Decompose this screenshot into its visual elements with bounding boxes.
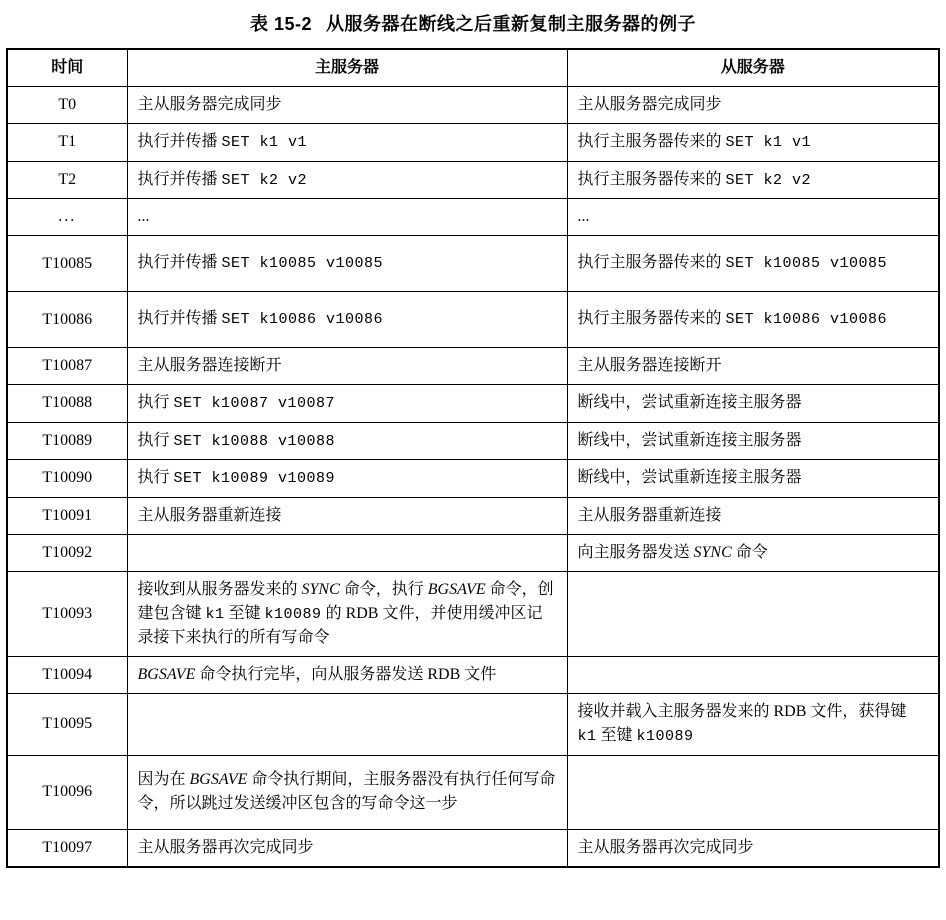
table-row <box>7 694 939 756</box>
cell-master: 执行并传播 SET k2 v2 <box>127 161 567 199</box>
cell-time: T10090 <box>7 460 127 498</box>
cell-time: T10088 <box>7 385 127 423</box>
table-row <box>7 161 939 199</box>
table-row <box>7 87 939 124</box>
cell-slave: 主从服务器再次完成同步 <box>567 829 939 867</box>
cell-master <box>127 534 567 571</box>
cell-time: T0 <box>7 87 127 124</box>
table-header-row <box>7 49 939 87</box>
cell-slave: ... <box>567 199 939 236</box>
table-row <box>7 292 939 348</box>
cell-master: 执行并传播 SET k1 v1 <box>127 124 567 162</box>
table-caption-title: 从服务器在断线之后重新复制主服务器的例子 <box>326 14 697 34</box>
cell-time: T10093 <box>7 571 127 657</box>
table-row <box>7 829 939 867</box>
cell-master: 执行 SET k10087 v10087 <box>127 385 567 423</box>
table-row <box>7 460 939 498</box>
cell-time: T10092 <box>7 534 127 571</box>
table-caption-number: 表 15-2 <box>249 14 313 34</box>
table-caption <box>0 0 946 48</box>
column-header-master: 主服务器 <box>127 49 567 87</box>
cell-master: 执行并传播 SET k10086 v10086 <box>127 292 567 348</box>
cell-master: 主从服务器连接断开 <box>127 348 567 385</box>
cell-time: T10091 <box>7 497 127 534</box>
cell-slave: 执行主服务器传来的 SET k1 v1 <box>567 124 939 162</box>
column-header-time: 时间 <box>7 49 127 87</box>
table-row <box>7 236 939 292</box>
cell-slave: 断线中，尝试重新连接主服务器 <box>567 385 939 423</box>
cell-slave: 断线中，尝试重新连接主服务器 <box>567 422 939 460</box>
table-head <box>7 49 939 87</box>
cell-slave: 执行主服务器传来的 SET k2 v2 <box>567 161 939 199</box>
cell-slave <box>567 571 939 657</box>
table-row <box>7 348 939 385</box>
cell-master: 执行 SET k10088 v10088 <box>127 422 567 460</box>
table-row <box>7 497 939 534</box>
cell-time: T10086 <box>7 292 127 348</box>
cell-time: ... <box>7 199 127 236</box>
cell-time: T1 <box>7 124 127 162</box>
table-row <box>7 571 939 657</box>
cell-master: ... <box>127 199 567 236</box>
cell-time: T10095 <box>7 694 127 756</box>
cell-time: T2 <box>7 161 127 199</box>
cell-slave: 主从服务器完成同步 <box>567 87 939 124</box>
table-row <box>7 385 939 423</box>
cell-time: T10087 <box>7 348 127 385</box>
cell-slave: 执行主服务器传来的 SET k10086 v10086 <box>567 292 939 348</box>
table-row <box>7 755 939 829</box>
cell-slave <box>567 755 939 829</box>
cell-master: BGSAVE 命令执行完毕，向从服务器发送 RDB 文件 <box>127 657 567 694</box>
cell-slave <box>567 657 939 694</box>
table-row <box>7 657 939 694</box>
table-row <box>7 534 939 571</box>
cell-master <box>127 694 567 756</box>
table-body <box>7 87 939 867</box>
table-row <box>7 124 939 162</box>
cell-master: 因为在 BGSAVE 命令执行期间，主服务器没有执行任何写命令，所以跳过发送缓冲区包含的写命令这一步 <box>127 755 567 829</box>
cell-slave: 主从服务器连接断开 <box>567 348 939 385</box>
replication-example-table <box>6 48 940 868</box>
cell-master: 主从服务器完成同步 <box>127 87 567 124</box>
cell-time: T10097 <box>7 829 127 867</box>
cell-time: T10089 <box>7 422 127 460</box>
cell-slave: 断线中，尝试重新连接主服务器 <box>567 460 939 498</box>
cell-master: 执行 SET k10089 v10089 <box>127 460 567 498</box>
cell-master: 接收到从服务器发来的 SYNC 命令，执行 BGSAVE 命令，创建包含键 k1 至键 k10089 的 RDB 文件，并使用缓冲区记录接下来执行的所有写命令 <box>127 571 567 657</box>
cell-time: T10096 <box>7 755 127 829</box>
cell-master: 主从服务器再次完成同步 <box>127 829 567 867</box>
cell-slave: 执行主服务器传来的 SET k10085 v10085 <box>567 236 939 292</box>
cell-time: T10085 <box>7 236 127 292</box>
column-header-slave: 从服务器 <box>567 49 939 87</box>
table-row <box>7 199 939 236</box>
cell-slave: 接收并载入主服务器发来的 RDB 文件，获得键 k1 至键 k10089 <box>567 694 939 756</box>
cell-slave: 主从服务器重新连接 <box>567 497 939 534</box>
cell-master: 执行并传播 SET k10085 v10085 <box>127 236 567 292</box>
cell-master: 主从服务器重新连接 <box>127 497 567 534</box>
table-row <box>7 422 939 460</box>
cell-slave: 向主服务器发送 SYNC 命令 <box>567 534 939 571</box>
cell-time: T10094 <box>7 657 127 694</box>
